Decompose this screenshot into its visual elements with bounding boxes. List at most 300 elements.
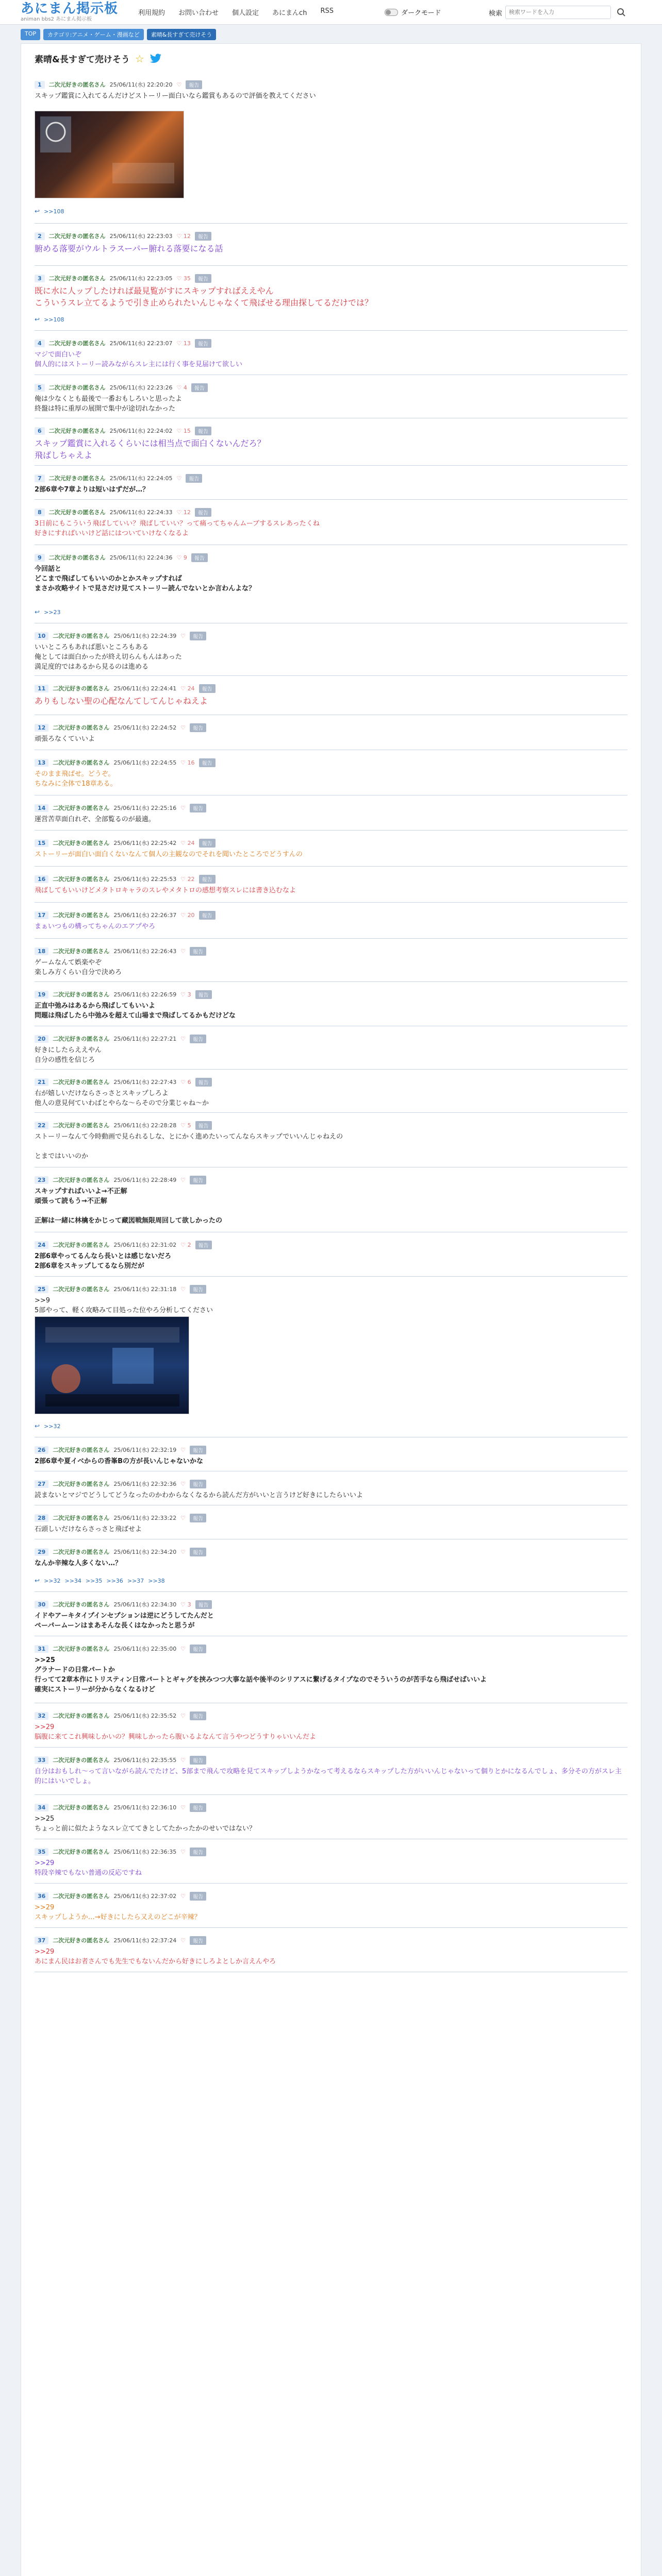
divider (35, 902, 627, 903)
poster-name: 二次元好きの匿名さん (53, 1849, 110, 1855)
post-date: 25/06/11(水) 22:26:59 (113, 991, 177, 998)
poster-name: 二次元好きの匿名さん (48, 475, 106, 482)
breadcrumb-top[interactable]: TOP (21, 29, 40, 40)
search-area (489, 5, 628, 20)
post-body: スキップ鑑賞に入れてるんだけどストーリー面白いなら鑑賞もあるので評価を教えてください (35, 92, 316, 100)
thread-title-row (35, 52, 162, 65)
post-number[interactable]: 36 (35, 1892, 48, 1900)
report-button[interactable]: 報告 (190, 1803, 206, 1812)
post-body: スキップ鑑賞に入れるくらいには相当点で面白くないんだろ？ 飛ばしちゃえよ (35, 438, 266, 460)
poster-name: 二次元好きの匿名さん (53, 948, 110, 955)
like-count: 13 (183, 340, 191, 347)
post-meta (35, 231, 627, 241)
post-number[interactable]: 21 (35, 1078, 48, 1086)
breadcrumb-category[interactable]: カテゴリ:アニメ・ゲーム・漫画など (43, 29, 144, 40)
post-date: 25/06/11(水) 22:24:36 (109, 554, 173, 561)
post-body: 既に水に人ップしたければ最見覧がすにスキップすればええやん こういうスレ立てるようで引き止められたいんじゃなくて飛ばせる理由探してるだけでは？ (35, 286, 373, 308)
post-number[interactable]: 8 (35, 509, 45, 516)
post-body: 2部6章や7章よりは短いはずだが…？ (35, 486, 150, 494)
post-number[interactable]: 17 (35, 911, 48, 919)
post-image[interactable] (35, 111, 184, 198)
post (35, 1479, 627, 1500)
poster-name: 二次元好きの匿名さん (53, 1646, 110, 1652)
post-meta (35, 507, 627, 517)
reply-link[interactable]: >>108 (44, 316, 64, 323)
post-meta (35, 838, 627, 848)
post-number[interactable]: 32 (35, 1712, 48, 1720)
post-meta (35, 723, 627, 732)
post-body: 頑張ろなくていいよ (35, 735, 95, 743)
post-date: 25/06/11(水) 22:36:10 (113, 1804, 177, 1811)
report-button[interactable]: 報告 (190, 804, 206, 812)
post-date: 25/06/11(水) 22:31:18 (113, 1286, 177, 1293)
report-button[interactable]: 報告 (195, 508, 211, 517)
report-button[interactable]: 報告 (190, 1645, 206, 1653)
post (35, 1513, 627, 1534)
nav-settings[interactable]: 個人設定 (232, 9, 259, 17)
report-button[interactable]: 報告 (190, 632, 206, 640)
divider (35, 1112, 627, 1113)
post (35, 874, 627, 895)
post (35, 1847, 627, 1878)
heart-icon[interactable]: ♡ 20 (180, 911, 195, 919)
post (35, 758, 627, 789)
post-meta (35, 80, 627, 89)
poster-name: 二次元好きの匿名さん (53, 1549, 110, 1555)
report-button[interactable]: 報告 (195, 1121, 212, 1130)
reply-links (35, 608, 61, 616)
like-count: 24 (187, 685, 195, 692)
report-button[interactable]: 報告 (199, 839, 216, 848)
post-meta (35, 803, 627, 812)
report-button[interactable]: 報告 (195, 274, 211, 283)
post-meta (35, 553, 627, 562)
report-button[interactable]: 報告 (190, 1848, 206, 1856)
post (35, 1600, 627, 1631)
poster-name: 二次元好きの匿名さん (53, 991, 110, 998)
post-number[interactable]: 19 (35, 991, 48, 998)
post-date: 25/06/11(水) 22:36:35 (113, 1849, 177, 1855)
heart-icon[interactable]: ♡ 16 (180, 759, 195, 766)
report-button[interactable]: 報告 (186, 474, 202, 483)
post-date: 25/06/11(水) 22:26:37 (113, 912, 177, 919)
post-number[interactable]: 12 (35, 724, 48, 732)
post-number[interactable]: 22 (35, 1122, 48, 1129)
post-number[interactable]: 24 (35, 1241, 48, 1249)
like-count: 3 (187, 991, 191, 998)
reply-link[interactable]: >>35 (85, 1577, 103, 1584)
post-body: 右が嬉しいだけならさっさとスキップしろよ 他人の意見何ていわばとやらな～らそので分業じゃね～か (35, 1090, 209, 1107)
poster-name: 二次元好きの匿名さん (48, 428, 106, 434)
heart-icon[interactable]: ♡ (180, 947, 186, 955)
report-button[interactable]: 報告 (190, 1892, 206, 1901)
divider (35, 1747, 627, 1748)
post-meta (35, 473, 627, 483)
divider (35, 938, 627, 939)
report-button[interactable]: 報告 (190, 947, 206, 956)
post-number[interactable]: 3 (35, 275, 45, 282)
post-date: 25/06/11(水) 22:28:28 (113, 1122, 177, 1129)
poster-name: 二次元好きの匿名さん (53, 1893, 110, 1900)
like-count: 9 (183, 554, 187, 561)
post-date: 25/06/11(水) 22:25:42 (113, 840, 177, 846)
heart-icon[interactable]: ♡ 24 (180, 685, 195, 692)
heart-icon[interactable]: ♡ (180, 1035, 186, 1042)
post-number[interactable]: 27 (35, 1480, 48, 1488)
reply-link[interactable]: >>38 (148, 1577, 165, 1584)
report-button[interactable]: 報告 (199, 911, 216, 920)
post-number[interactable]: 33 (35, 1756, 48, 1764)
nav-animanch[interactable]: あにまんch (272, 9, 307, 17)
reply-link[interactable]: >>34 (64, 1577, 81, 1584)
post-body: >>25 ちょっと前に似たようなスレ立ててきとしてたかったかのせいではない？ (35, 1815, 256, 1833)
post (35, 990, 627, 1021)
post-body: ありもしない聖の心配なんてしてんじゃねえよ (35, 696, 208, 706)
like-count: 12 (183, 509, 191, 516)
heart-icon[interactable]: ♡ (180, 1756, 186, 1764)
post-meta (35, 631, 627, 640)
poster-name: 二次元好きの匿名さん (53, 759, 110, 766)
post-number[interactable]: 16 (35, 875, 48, 883)
post-number[interactable]: 37 (35, 1937, 48, 1944)
post-number[interactable]: 5 (35, 384, 45, 392)
post-meta (35, 946, 627, 956)
post-number[interactable]: 28 (35, 1514, 48, 1522)
post-meta (35, 1847, 627, 1856)
report-button[interactable]: 報告 (190, 1176, 206, 1184)
reply-icon: ↩ (35, 316, 40, 323)
post-body: 読まないとマジでどうしてどうなったのかわからなくなるから読んだ方がいいと言うけど好きにしたらいいよ (35, 1492, 363, 1499)
heart-icon[interactable]: ♡ (180, 1446, 186, 1453)
twitter-icon[interactable] (150, 54, 162, 64)
post-body: ストーリーなんて今時動画で見られるしな、とにかく進めたいってんならスキップでいいんじゃねえの とまではいいのか (35, 1133, 343, 1160)
post-date: 25/06/11(水) 22:24:55 (113, 759, 177, 766)
heart-icon[interactable]: ♡ (180, 1937, 186, 1944)
report-button[interactable]: 報告 (190, 1480, 206, 1488)
like-count: 2 (187, 1241, 191, 1248)
post (35, 631, 627, 672)
poster-name: 二次元好きの匿名さん (53, 876, 110, 883)
post-body: 飛ばしてもいいけどメタトロキャラのスレやメタトロの感想考察スレには書き込むなよ (35, 887, 296, 894)
heart-icon[interactable]: ♡ (180, 1712, 186, 1719)
heart-icon[interactable]: ♡ (180, 1804, 186, 1811)
report-button[interactable]: 報告 (190, 1285, 206, 1294)
post-date: 25/06/11(水) 22:27:43 (113, 1079, 177, 1086)
poster-name: 二次元好きの匿名さん (53, 1481, 110, 1487)
report-button[interactable]: 報告 (199, 684, 216, 693)
post-meta (35, 684, 627, 693)
star-icon[interactable]: ☆ (135, 52, 144, 65)
post-meta (35, 1077, 627, 1087)
divider (35, 465, 627, 466)
heart-icon[interactable]: ♡ 3 (180, 991, 191, 998)
post-number[interactable]: 29 (35, 1548, 48, 1556)
post-date: 25/06/11(水) 22:35:00 (113, 1646, 177, 1652)
report-button[interactable]: 報告 (199, 758, 216, 767)
post-meta (35, 1891, 627, 1901)
post-number[interactable]: 34 (35, 1804, 48, 1811)
post-date: 25/06/11(水) 22:26:43 (113, 948, 177, 955)
post (35, 1284, 627, 1315)
post-date: 25/06/11(水) 22:24:41 (113, 685, 177, 692)
post-body: そのまま飛ばせ。どうぞ。 ちなみに全体で18章ある。 (35, 770, 117, 788)
report-button[interactable]: 報告 (195, 232, 211, 241)
divider (35, 1276, 627, 1277)
heart-icon[interactable]: ♡ 4 (176, 384, 187, 391)
logo-subtext: animan bbs2 あにまん掲示板 (21, 16, 92, 22)
like-count: 24 (187, 839, 195, 846)
site-header (0, 0, 662, 25)
post-body: >>9 5部やって、軽く攻略みて目処った位やろ分析してください (35, 1297, 213, 1314)
search-icon[interactable] (614, 5, 628, 20)
poster-name: 二次元好きの匿名さん (48, 554, 106, 561)
post-body: ストーリーが面白い面白くないなんて個人の主観なのでそれを聞いたところでどうすんの (35, 851, 303, 858)
post-number[interactable]: 2 (35, 232, 45, 240)
reply-links (35, 208, 64, 215)
post-body: 好きにしたらええやん 自分の感性を信じろ (35, 1046, 102, 1064)
post-number[interactable]: 23 (35, 1176, 48, 1184)
post (35, 684, 627, 707)
post-meta (35, 1803, 627, 1812)
heart-icon[interactable]: ♡ (180, 1514, 186, 1521)
post-body: >>29 スキップしようか…→好きにしたら又えのどこが辛辣？ (35, 1904, 201, 1921)
post-number[interactable]: 15 (35, 839, 48, 847)
post (35, 1755, 627, 1786)
post-number[interactable]: 1 (35, 81, 45, 89)
post-body: イドやアーキタイプインセプションは逆にどうしてたんだと ペーパームーンはまあそんな長くはなかったと思うが (35, 1612, 214, 1630)
like-count: 22 (187, 875, 195, 883)
heart-icon[interactable]: ♡ (180, 1176, 186, 1183)
report-button[interactable]: 報告 (190, 723, 206, 732)
heart-icon[interactable]: ♡ 6 (180, 1078, 191, 1086)
divider (35, 1927, 627, 1928)
nav-rss[interactable]: RSS (320, 7, 334, 15)
reply-link[interactable]: >>108 (44, 208, 64, 215)
report-button[interactable]: 報告 (186, 80, 202, 89)
post-date: 25/06/11(水) 22:28:49 (113, 1177, 177, 1183)
logo-text: あにまん掲示板 (21, 1, 119, 16)
search-label: 検索 (489, 9, 503, 18)
post-meta (35, 1240, 627, 1249)
poster-name: 二次元好きの匿名さん (53, 1447, 110, 1453)
heart-icon[interactable]: ♡ (180, 1645, 186, 1652)
post-body: ゲームなんて娯楽やぞ 楽しみ方くらい自分で決めろ (35, 959, 122, 976)
divider (35, 330, 627, 331)
site-logo[interactable] (21, 1, 119, 24)
post-body: >>29 あにまん民はお者さんでも先生でもないんだから好きにしろよとしか言えんやろ (35, 1948, 276, 1965)
post-number[interactable]: 25 (35, 1285, 48, 1293)
post (35, 1175, 627, 1226)
report-button[interactable]: 報告 (199, 875, 216, 884)
poster-name: 二次元好きの匿名さん (53, 1036, 110, 1042)
heart-icon[interactable]: ♡ (180, 632, 186, 639)
report-button[interactable]: 報告 (190, 1035, 206, 1043)
heart-icon[interactable]: ♡ 5 (180, 1122, 191, 1129)
poster-name: 二次元好きの匿名さん (53, 912, 110, 919)
report-button[interactable]: 報告 (195, 1600, 212, 1609)
divider (35, 1794, 627, 1795)
poster-name: 二次元好きの匿名さん (48, 384, 106, 391)
post-date: 25/06/11(水) 22:24:33 (109, 509, 173, 516)
poster-name: 二次元好きの匿名さん (53, 840, 110, 846)
reply-link[interactable]: >>37 (127, 1577, 144, 1584)
divider (35, 981, 627, 982)
reply-icon: ↩ (35, 608, 40, 616)
post-number[interactable]: 31 (35, 1645, 48, 1653)
report-button[interactable]: 報告 (195, 990, 212, 999)
heart-icon[interactable]: ♡ 13 (176, 340, 191, 347)
post (35, 1711, 627, 1742)
heart-icon[interactable]: ♡ 9 (176, 554, 187, 561)
heart-icon[interactable]: ♡ 12 (176, 232, 191, 240)
post (35, 1077, 627, 1108)
report-button[interactable]: 報告 (190, 1514, 206, 1522)
like-count: 35 (183, 275, 191, 282)
post-date: 25/06/11(水) 22:37:24 (113, 1937, 177, 1944)
reply-link[interactable]: >>32 (44, 1422, 61, 1430)
post-meta (35, 990, 627, 999)
post-date: 25/06/11(水) 22:23:03 (109, 233, 173, 240)
post-date: 25/06/11(水) 22:24:02 (109, 428, 173, 434)
heart-icon[interactable]: ♡ (176, 81, 182, 88)
post-meta (35, 1445, 627, 1454)
post (35, 946, 627, 977)
heart-icon[interactable]: ♡ 12 (176, 509, 191, 516)
post-number[interactable]: 14 (35, 804, 48, 812)
post (35, 473, 627, 495)
post-body: マジで面白いぞ 個人的にはストーリー読みながらスレ主には行く事を見届けて欲しい (35, 351, 243, 368)
heart-icon[interactable]: ♡ (180, 1848, 186, 1855)
post-meta (35, 1600, 627, 1609)
post-date: 25/06/11(水) 22:35:52 (113, 1713, 177, 1719)
divider (35, 1591, 627, 1592)
post-date: 25/06/11(水) 22:25:53 (113, 876, 177, 883)
reply-link[interactable]: >>23 (44, 608, 61, 616)
post-number[interactable]: 6 (35, 427, 45, 435)
heart-icon[interactable]: ♡ (180, 1548, 186, 1555)
poster-name: 二次元好きの匿名さん (53, 1937, 110, 1944)
reply-link[interactable]: >>36 (106, 1577, 123, 1584)
report-button[interactable]: 報告 (190, 1548, 206, 1556)
divider (35, 866, 627, 867)
post-number[interactable]: 18 (35, 947, 48, 955)
post-number[interactable]: 26 (35, 1446, 48, 1454)
heart-icon[interactable]: ♡ 22 (180, 875, 195, 883)
post-number[interactable]: 9 (35, 554, 45, 562)
toggle-switch-icon[interactable] (385, 9, 398, 16)
post-body: >>29 特段辛辣でもない普通の反応ですね (35, 1859, 142, 1877)
post (35, 838, 627, 859)
heart-icon[interactable]: ♡ 24 (180, 839, 195, 846)
breadcrumb (21, 29, 216, 40)
report-button[interactable]: 報告 (190, 1756, 206, 1765)
heart-icon[interactable]: ♡ 2 (180, 1241, 191, 1248)
report-button[interactable]: 報告 (190, 1936, 206, 1945)
post (35, 723, 627, 744)
post-body: 3日前にもこういう飛ばしていい？飛ばしていい？って痛ってちゃんムーブするスレあったくね 好きにすればいいけど話にはついていけなくなるよ (35, 520, 320, 537)
reply-links (35, 1422, 61, 1430)
heart-icon[interactable]: ♡ 3 (180, 1601, 191, 1608)
reply-links (35, 1577, 165, 1584)
reply-link[interactable]: >>32 (44, 1577, 61, 1584)
post-number[interactable]: 10 (35, 632, 48, 640)
heart-icon[interactable]: ♡ (180, 1892, 186, 1900)
divider (35, 499, 627, 500)
post (35, 1240, 627, 1271)
reply-icon: ↩ (35, 208, 40, 215)
report-button[interactable]: 報告 (190, 1711, 206, 1720)
post-number[interactable]: 30 (35, 1601, 48, 1608)
post-meta (35, 426, 627, 435)
post-body: 俺は少なくとも最後で一番おもしろいと思ったよ 終盤は特に重厚の展開で集中が途切れなかった (35, 395, 183, 413)
dark-mode-toggle[interactable] (385, 7, 441, 17)
breadcrumb-thread[interactable]: 素晴&長すぎて売けそう (147, 29, 217, 40)
search-input[interactable] (505, 6, 611, 19)
heart-icon[interactable]: ♡ (180, 724, 186, 731)
report-button[interactable]: 報告 (195, 1078, 212, 1087)
report-button[interactable]: 報告 (195, 339, 211, 348)
heart-icon[interactable]: ♡ (180, 1480, 186, 1487)
post-body: いいところもあれば悪いところもある 俺としては面白かったが終え切らんもんはあった 満足度的ではあるから見るのは進める (35, 643, 182, 671)
divider (35, 830, 627, 831)
divider (35, 675, 627, 676)
reply-icon: ↩ (35, 1422, 40, 1430)
nav-contact[interactable]: お問い合わせ (178, 9, 219, 17)
post (35, 80, 627, 101)
dark-mode-label: ダークモード (401, 9, 441, 17)
report-button[interactable]: 報告 (195, 1241, 212, 1249)
poster-name: 二次元好きの匿名さん (53, 805, 110, 811)
heart-icon[interactable]: ♡ 35 (176, 275, 191, 282)
post (35, 1803, 627, 1834)
post-image[interactable] (35, 1316, 189, 1414)
post-number[interactable]: 11 (35, 685, 48, 692)
heart-icon[interactable]: ♡ (180, 804, 186, 811)
post-date: 25/06/11(水) 22:23:05 (109, 275, 173, 282)
post-date: 25/06/11(水) 22:27:21 (113, 1036, 177, 1042)
report-button[interactable]: 報告 (195, 427, 211, 435)
nav-terms[interactable]: 利用規約 (138, 9, 166, 17)
post-body: 正直中弛みはあるから飛ばしてもいいよ 問題は飛ばしたら中弛みを超えて山場まで飛ばしてるかもだけどな (35, 1002, 236, 1020)
poster-name: 二次元好きの匿名さん (48, 340, 106, 347)
poster-name: 二次元好きの匿名さん (53, 1286, 110, 1293)
post-date: 25/06/11(水) 22:35:55 (113, 1757, 177, 1764)
report-button[interactable]: 報告 (191, 553, 208, 562)
post (35, 231, 627, 255)
post-number[interactable]: 4 (35, 340, 45, 347)
post-date: 25/06/11(水) 22:24:39 (113, 633, 177, 639)
like-count: 12 (183, 232, 191, 240)
post-meta (35, 338, 627, 348)
post-number[interactable]: 13 (35, 759, 48, 767)
post-meta (35, 1644, 627, 1653)
heart-icon[interactable]: ♡ (180, 1285, 186, 1293)
post-body: 腑める落要がウルトラスーパー腑れる落要になる話 (35, 244, 223, 253)
heart-icon[interactable]: ♡ (176, 474, 182, 482)
report-button[interactable]: 報告 (190, 1446, 206, 1454)
report-button[interactable]: 報告 (191, 383, 208, 392)
post-number[interactable]: 20 (35, 1035, 48, 1043)
post (35, 1121, 627, 1161)
post-number[interactable]: 7 (35, 474, 45, 482)
heart-icon[interactable]: ♡ 15 (176, 427, 191, 434)
post (35, 803, 627, 824)
post-number[interactable]: 35 (35, 1848, 48, 1856)
poster-name: 二次元好きの匿名さん (53, 1079, 110, 1086)
like-count: 5 (187, 1122, 191, 1129)
poster-name: 二次元好きの匿名さん (48, 233, 106, 240)
post-date: 25/06/11(水) 22:23:26 (109, 384, 173, 391)
